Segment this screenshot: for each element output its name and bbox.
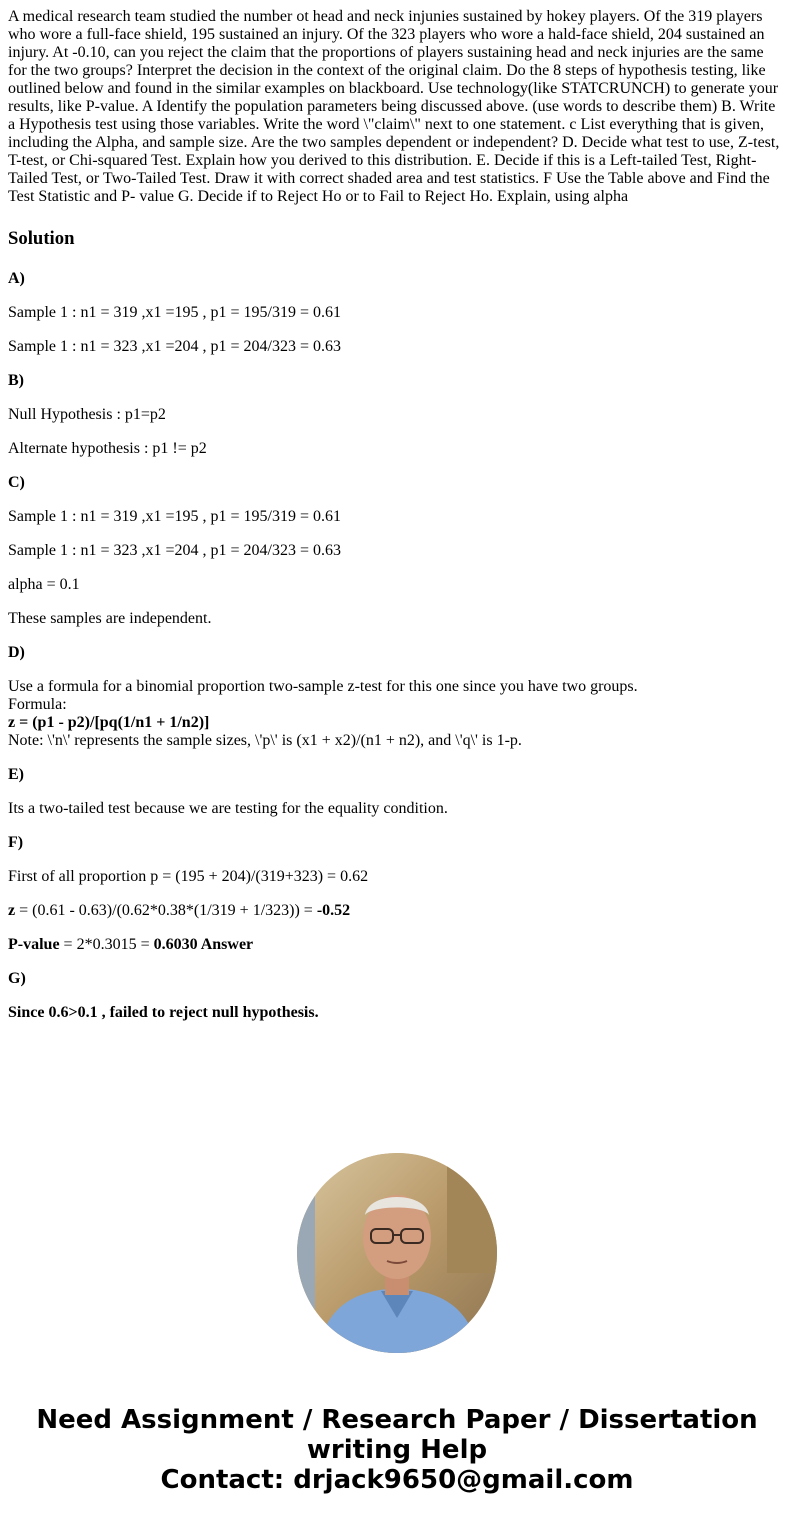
independence-statement: These samples are independent. (8, 610, 212, 627)
advert-line-2: writing Help (306, 1435, 488, 1465)
section-e-label: E) (8, 766, 24, 783)
section-f-label: F) (8, 834, 24, 851)
alpha-value: alpha = 0.1 (8, 576, 80, 593)
author-photo-icon (297, 1153, 497, 1353)
formula-note: Note: \'n\' represents the sample sizes, \'p\' is (x1 + x2)/(n1 + n2), and \'q\' is 1-p. (8, 732, 522, 749)
section-d-label: D) (8, 644, 25, 661)
z-statistic-line (8, 902, 786, 920)
section-a-label: A) (8, 270, 25, 287)
advert-text (0, 1405, 794, 1495)
section-a-line-2: Sample 1 : n1 = 323 ,x1 =204 , p1 = 204/323 = 0.63 (8, 338, 341, 355)
formula-label: Formula: (8, 696, 67, 713)
advert-line-1: Need Assignment / Research Paper / Dissertation (36, 1405, 758, 1435)
section-c-line-1: Sample 1 : n1 = 319 ,x1 =195 , p1 = 195/319 = 0.61 (8, 508, 341, 525)
null-hypothesis: Null Hypothesis : p1=p2 (8, 406, 166, 423)
solution-heading: Solution (8, 228, 75, 249)
test-choice-text: Use a formula for a binomial proportion two-sample z-test for this one since you have two groups. (8, 678, 638, 695)
z-value: -0.52 (316, 902, 351, 919)
z-expression: = (0.61 - 0.63)/(0.62*0.38*(1/319 + 1/323)) = (15, 902, 317, 919)
author-avatar (297, 1153, 497, 1353)
p-value-line (8, 936, 786, 954)
tail-statement: Its a two-tailed test because we are testing for the equality condition. (8, 800, 448, 817)
section-a-line-1: Sample 1 : n1 = 319 ,x1 =195 , p1 = 195/319 = 0.61 (8, 304, 341, 321)
p-value-result: 0.6030 Answer (153, 936, 254, 953)
section-d-block (8, 678, 786, 750)
pooled-proportion: First of all proportion p = (195 + 204)/(319+323) = 0.62 (8, 868, 369, 885)
section-b-label: B) (8, 372, 24, 389)
alternate-hypothesis: Alternate hypothesis : p1 != p2 (8, 440, 207, 457)
z-formula: z = (p1 - p2)/[pq(1/n1 + 1/n2)] (8, 714, 210, 731)
p-value-label: P-value (8, 936, 60, 953)
section-c-label: C) (8, 474, 25, 491)
p-value-expression: = 2*0.3015 = (59, 936, 154, 953)
question-text: A medical research team studied the number ot head and neck injunies sustained by hokey players. Of the 319 players who wore a full-face shield, 195 sustained an injury. Of the 323 players who wore a hald-face shield, 204 sustained an injury. At -0.10, can you reject the claim that the proportions of players sustaining head and neck injuries are the same for the two groups? Interpret the decision in the context of the original claim. Do the 8 steps of hypothesis testing, like outlined below and found in the similar examples on blackboard. Use technology(like STATCRUNCH) to generate your results, like P-value. A Identify the population parameters being discussed above. (use words to describe them) B. Write a Hypothesis test using those variables. Write the word \"claim\" next to one statement. c List everything that is given, including the Alpha, and sample size. Are the two samples dependent or independent? D. Decide what test to use, Z-test, T-test, or Chi-squared Test. Explain how you derived to this distribution. E. Decide if this is a Left-tailed Test, Right-Tailed Test, or Two-Tailed Test. Draw it with correct shaded area and test statistics. F Use the Table above and Find the Test Statistic and P- value G. Decide if to Reject Ho or to Fail to Reject Ho. Explain, using alpha (8, 8, 780, 205)
z-label: z (8, 902, 16, 919)
section-c-line-2: Sample 1 : n1 = 323 ,x1 =204 , p1 = 204/323 = 0.63 (8, 542, 341, 559)
section-g-label: G) (8, 970, 26, 987)
advert-contact: Contact: drjack9650@gmail.com (160, 1465, 634, 1495)
conclusion: Since 0.6>0.1 , failed to reject null hypothesis. (8, 1004, 319, 1021)
advert-block (0, 1153, 794, 1495)
